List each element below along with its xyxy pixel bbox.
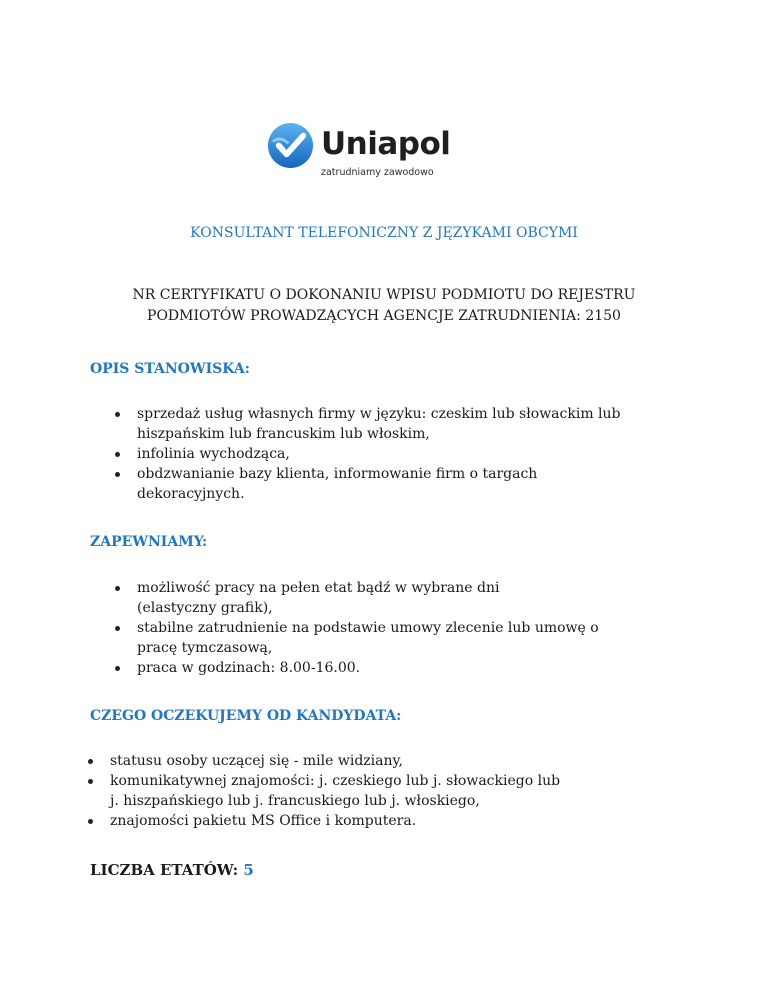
- job-description-list: [137, 404, 697, 504]
- certificate-line-1: NR CERTYFIKATU O DOKONANIU WPISU PODMIOTU DO REJESTRU: [132, 287, 636, 303]
- we-offer-list: [137, 578, 697, 678]
- section-heading-job-description: OPIS STANOWISKA:: [90, 361, 250, 377]
- list-item: obdzwanianie bazy klienta, informowanie firm o targach dekoracyjnych.: [137, 464, 697, 504]
- positions-number: 5: [243, 861, 254, 879]
- positions-count: [90, 859, 254, 881]
- job-title: KONSULTANT TELEFONICZNY Z JĘZYKAMI OBCYMI: [190, 225, 578, 241]
- bullet-icon: [115, 666, 120, 671]
- list-item: stabilne zatrudnienie na podstawie umowy zlecenie lub umowę o pracę tymczasową,: [137, 618, 697, 658]
- bullet-icon: [115, 626, 120, 631]
- certificate-info: [90, 285, 678, 327]
- bullet-icon: [115, 412, 120, 417]
- requirements-list: [110, 751, 700, 831]
- bullet-icon: [115, 472, 120, 477]
- list-item: możliwość pracy na pełen etat bądź w wybrane dni (elastyczny grafik),: [137, 578, 697, 618]
- bullet-icon: [115, 452, 120, 457]
- list-item: znajomości pakietu MS Office i komputera.: [110, 811, 700, 831]
- bullet-icon: [88, 759, 93, 764]
- brand-name: Uniapol: [321, 126, 451, 162]
- certificate-line-2: PODMIOTÓW PROWADZĄCYCH AGENCJE ZATRUDNIENIA: 2150: [147, 308, 621, 324]
- bullet-icon: [88, 779, 93, 784]
- list-item: praca w godzinach: 8.00-16.00.: [137, 658, 697, 678]
- checkmark-circle-icon: [267, 122, 314, 169]
- list-item: infolinia wychodząca,: [137, 444, 697, 464]
- brand-tagline: zatrudniamy zawodowo: [321, 167, 434, 178]
- list-item: sprzedaż usług własnych firmy w języku: czeskim lub słowackim lub hiszpańskim lub francuskim lub włoskim,: [137, 404, 697, 444]
- list-item: komunikatywnej znajomości: j. czeskiego lub j. słowackiego lub j. hiszpańskiego lub j. francuskiego lub j. włoskiego,: [110, 771, 700, 811]
- bullet-icon: [88, 819, 93, 824]
- positions-label: LICZBA ETATÓW:: [90, 861, 244, 879]
- bullet-icon: [115, 586, 120, 591]
- section-heading-we-offer: ZAPEWNIAMY:: [90, 534, 208, 550]
- section-heading-requirements: CZEGO OCZEKUJEMY OD KANDYDATA:: [90, 708, 402, 724]
- list-item: statusu osoby uczącej się - mile widziany,: [110, 751, 700, 771]
- company-logo: [267, 122, 451, 184]
